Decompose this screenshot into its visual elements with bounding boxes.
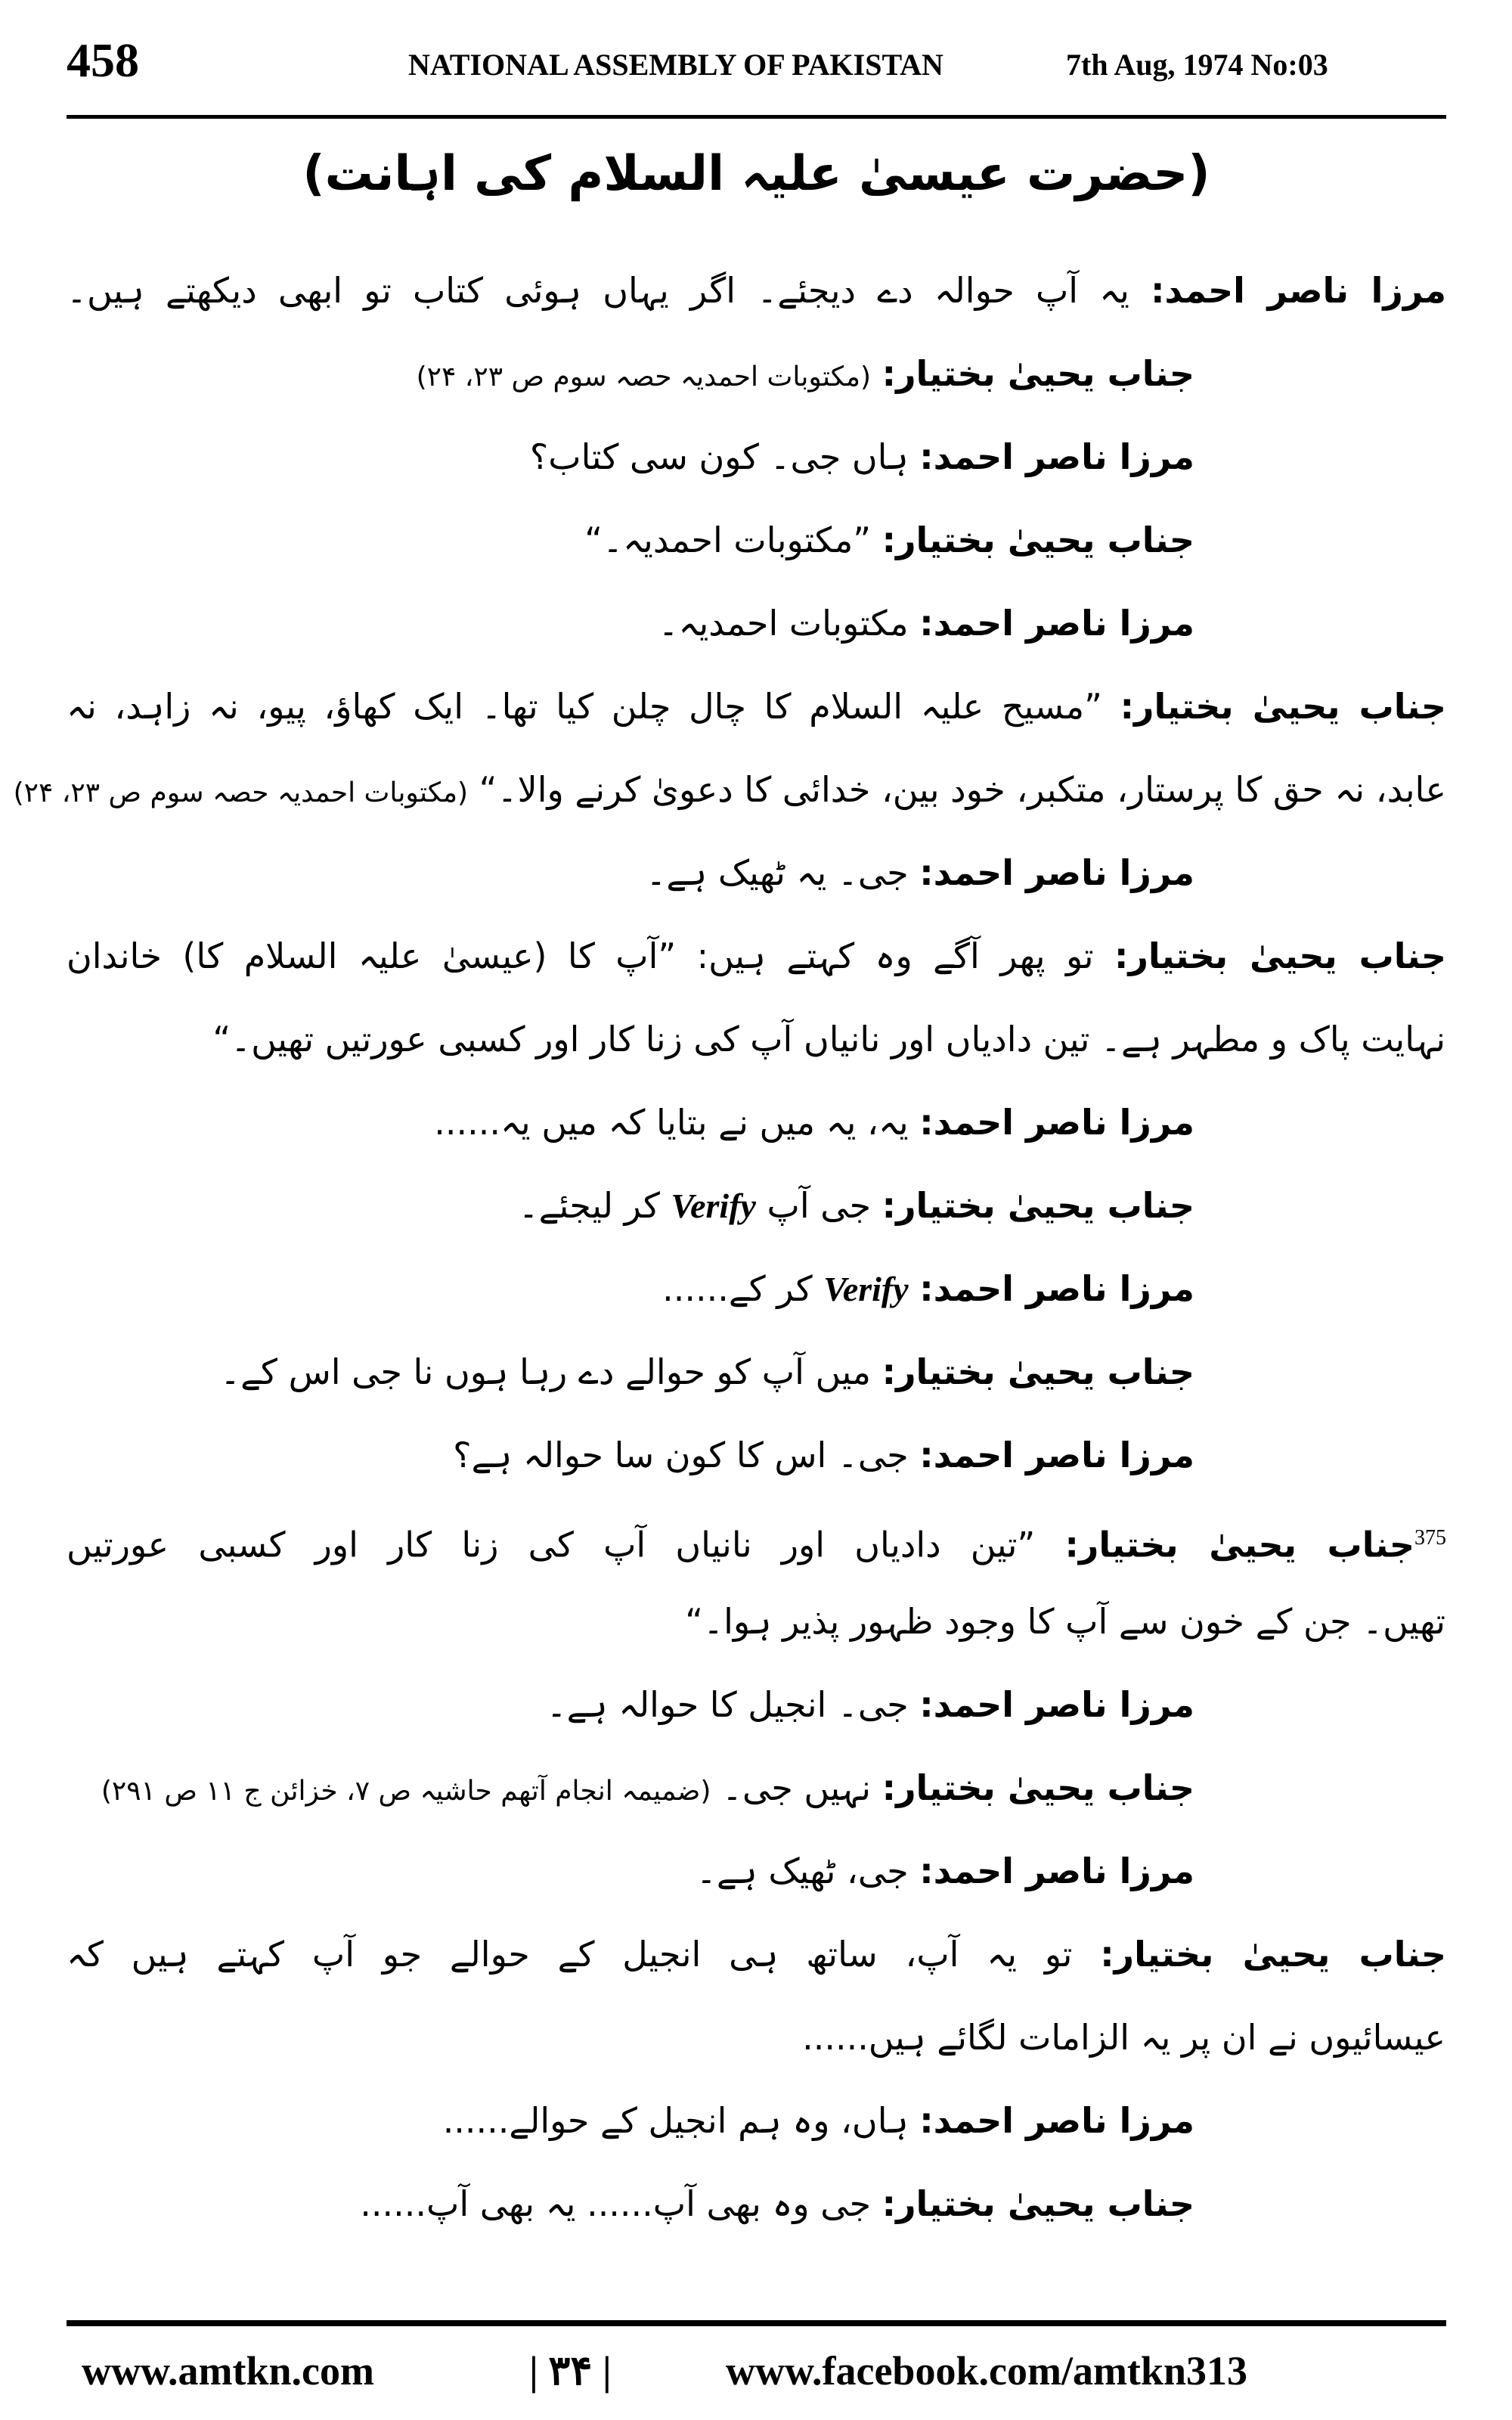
transcript-line [360, 2170, 1194, 2237]
speaker-name: مرزا ناصر احمد: [1151, 270, 1446, 311]
speaker-name: جناب یحییٰ بختیار: [881, 2183, 1194, 2224]
line-text: عیسائیوں نے ان پر یہ الزامات لگائے ہیں...... [802, 2017, 1445, 2058]
transcript-line [547, 1671, 1194, 1738]
transcript-line [530, 424, 1194, 490]
speaker-name: جناب یحییٰ بختیار: [881, 1767, 1194, 1808]
transcript-line [453, 1422, 1194, 1488]
footer-divider [67, 2320, 1446, 2326]
transcript-line [443, 2087, 1194, 2154]
facebook-link[interactable]: www.facebook.com/amtkn313 [726, 2348, 1247, 2394]
page-number: 458 [67, 33, 139, 87]
footnote-marker: 375 [1414, 1526, 1446, 1550]
speaker-name: جناب یحییٰ بختیار: [1064, 1524, 1414, 1565]
transcript-line [67, 1505, 1446, 1571]
transcript-line [212, 1006, 1445, 1072]
transcript-line [67, 1921, 1446, 1987]
line-text: تو یہ آپ، ساتھ ہی انجیل کے حوالے جو آپ کہتے ہیں کہ [67, 1934, 1101, 1975]
speaker-name: مرزا ناصر احمد: [919, 1435, 1194, 1475]
line-text: ہاں جی۔ کون سی کتاب؟ [529, 436, 920, 477]
line-text: جی وہ بھی آپ...... یہ بھی آپ...... [360, 2183, 882, 2224]
english-term: Verify [823, 1270, 909, 1308]
transcript-line [662, 1255, 1194, 1322]
transcript-line [67, 257, 1446, 324]
line-text-after: کر کے...... [662, 1268, 824, 1309]
transcript-line [658, 590, 1194, 656]
line-text: نہایت پاک و مطہر ہے۔ تین دادیاں اور نانیاں آپ کی زنا کار اور کسبی عورتیں تھیں۔“ [212, 1019, 1445, 1060]
speaker-name: مرزا ناصر احمد: [919, 1102, 1194, 1143]
line-text: مکتوبات احمدیہ۔ [658, 603, 920, 644]
line-text: ”مکتوبات احمدیہ۔“ [584, 520, 882, 560]
transcript-line [67, 923, 1446, 989]
line-text: جی آپ [755, 1185, 882, 1226]
line-text: تو پھر آگے وہ کہتے ہیں: ”آپ کا (عیسیٰ علیہ السلام کا) خاندان [67, 935, 1115, 976]
line-text: یہ آپ حوالہ دے دیجئے۔ اگر یہاں ہوئی کتاب تو ابھی دیکھتے ہیں۔ [67, 270, 1151, 311]
line-text: جی، ٹھیک ہے۔ [696, 1851, 920, 1891]
line-text: تھیں۔ جن کے خون سے آپ کا وجود ظہور پذیر ہوا۔“ [685, 1601, 1445, 1642]
section-heading: (حضرت عیسیٰ علیہ السلام کی اہانت) [302, 146, 1210, 202]
speaker-name: مرزا ناصر احمد: [919, 852, 1194, 893]
citation: (ضمیمہ انجام آتھم حاشیہ ص ۷، خزائن ج ۱۱ ص ۲۹۱) [101, 1776, 711, 1807]
line-text: جی۔ اس کا کون سا حوالہ ہے؟ [453, 1435, 920, 1475]
transcript-line [685, 1588, 1445, 1655]
session-date: 7th Aug, 1974 No:03 [1066, 48, 1328, 82]
citation: (مکتوبات احمدیہ حصہ سوم ص ۲۳، ۲۴) [13, 777, 469, 808]
line-text: ہاں، وہ ہم انجیل کے حوالے...... [442, 2100, 920, 2141]
transcript-line [646, 839, 1194, 906]
transcript-line [417, 340, 1194, 407]
transcript-line [696, 1838, 1194, 1904]
line-text [871, 353, 882, 394]
speaker-name: جناب یحییٰ بختیار: [881, 353, 1194, 394]
line-text: جی۔ انجیل کا حوالہ ہے۔ [546, 1684, 920, 1725]
line-text: نہیں جی۔ [711, 1767, 882, 1808]
line-text: ”تین دادیاں اور نانیاں آپ کی زنا کار اور کسبی عورتیں [67, 1524, 1065, 1565]
speaker-name: مرزا ناصر احمد: [919, 436, 1194, 477]
citation: (مکتوبات احمدیہ حصہ سوم ص ۲۳، ۲۴) [416, 361, 872, 392]
transcript-line [101, 1754, 1194, 1821]
transcript-line [434, 1089, 1194, 1156]
footer-page-marker: | ۳۴ | [529, 2348, 612, 2394]
running-title: NATIONAL ASSEMBLY OF PAKISTAN [408, 48, 943, 82]
line-text: جی۔ یہ ٹھیک ہے۔ [646, 852, 920, 893]
transcript-line [220, 1339, 1194, 1405]
speaker-name: جناب یحییٰ بختیار: [1114, 935, 1447, 976]
transcript-line [802, 2004, 1445, 2071]
line-text: یہ، یہ میں نے بتایا کہ میں یہ...... [434, 1102, 920, 1143]
speaker-name: مرزا ناصر احمد: [919, 2100, 1194, 2141]
line-text: عابد، نہ حق کا پرستار، متکبر، خود بین، خدائی کا دعویٰ کرنے والا۔“ [468, 769, 1446, 810]
line-text [909, 1268, 920, 1309]
speaker-name: جناب یحییٰ بختیار: [881, 1185, 1194, 1226]
english-term: Verify [671, 1187, 756, 1225]
speaker-name: مرزا ناصر احمد: [919, 1684, 1194, 1725]
line-text: ”مسیح علیہ السلام کا چال چلن کیا تھا۔ ایک کھاؤ، پیو، نہ زاہد، نہ [67, 686, 1120, 727]
line-text-after: کر لیجئے۔ [518, 1185, 671, 1226]
website-link[interactable]: www.amtkn.com [82, 2348, 374, 2394]
speaker-name: جناب یحییٰ بختیار: [881, 1351, 1194, 1392]
speaker-name: مرزا ناصر احمد: [919, 603, 1194, 644]
transcript-line [519, 1172, 1194, 1239]
speaker-name: جناب یحییٰ بختیار: [1120, 686, 1446, 727]
speaker-name: مرزا ناصر احمد: [919, 1851, 1194, 1891]
speaker-name: جناب یحییٰ بختیار: [1100, 1934, 1447, 1975]
transcript-line [13, 756, 1446, 823]
page-footer [0, 2341, 1512, 2401]
speaker-name: جناب یحییٰ بختیار: [881, 520, 1194, 560]
transcript-line [67, 673, 1446, 740]
transcript-line [584, 507, 1194, 573]
line-text: میں آپ کو حوالے دے رہا ہوں نا جی اس کے۔ [220, 1351, 882, 1392]
speaker-name: مرزا ناصر احمد: [919, 1268, 1194, 1309]
